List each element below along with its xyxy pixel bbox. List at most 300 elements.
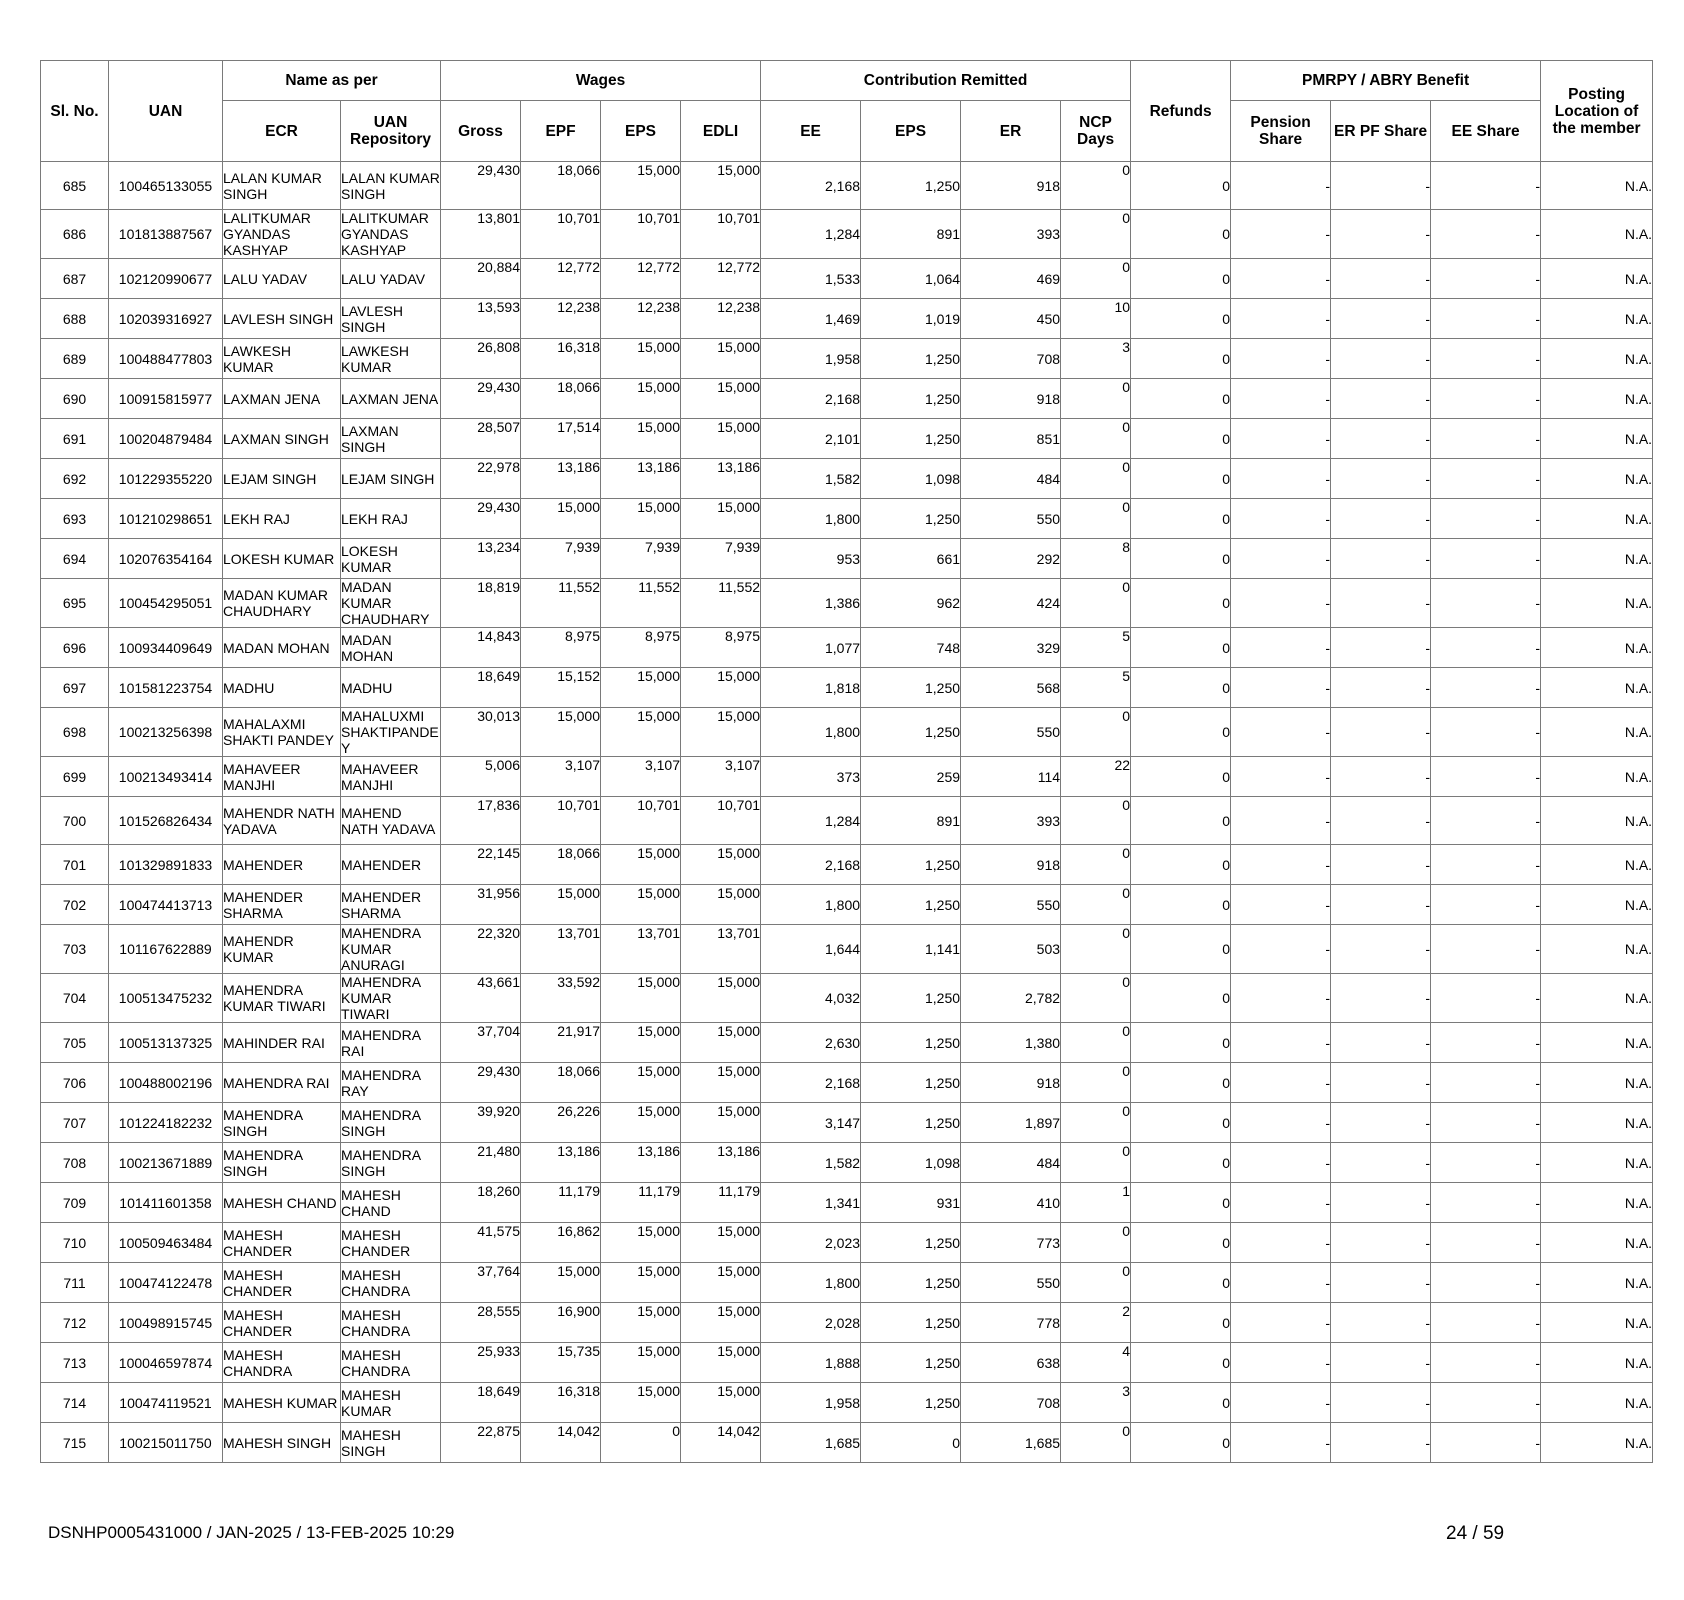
cell-name-uan-repository: LOKESH KUMAR [341,539,441,579]
cell-sl-no: 709 [41,1183,109,1223]
table-row [41,1103,1653,1143]
cell-wages-eps: 15,000 [601,708,681,757]
cell-name-ecr: LALAN KUMAR SINGH [223,162,341,210]
cell-wages-gross: 17,836 [441,797,521,845]
cell-posting-location: N.A. [1541,499,1653,539]
cell-wages-gross: 22,875 [441,1423,521,1463]
cell-contribution-eps: 891 [861,210,961,259]
cell-pension-share: - [1231,1263,1331,1303]
cell-sl-no: 689 [41,339,109,379]
cell-wages-eps: 15,000 [601,668,681,708]
cell-refunds: 0 [1131,1103,1231,1143]
cell-wages-edli: 15,000 [681,1383,761,1423]
cell-name-ecr: LAXMAN JENA [223,379,341,419]
cell-wages-epf: 17,514 [521,419,601,459]
cell-uan: 101526826434 [109,797,223,845]
table-row [41,885,1653,925]
cell-ncp-days: 10 [1061,299,1131,339]
cell-ee-share: - [1431,162,1541,210]
cell-wages-epf: 18,066 [521,1063,601,1103]
cell-wages-gross: 5,006 [441,757,521,797]
cell-refunds: 0 [1131,1063,1231,1103]
cell-uan: 101210298651 [109,499,223,539]
cell-ncp-days: 8 [1061,539,1131,579]
cell-name-uan-repository: MAHENDRA SINGH [341,1103,441,1143]
cell-ee-share: - [1431,628,1541,668]
cell-contribution-er: 851 [961,419,1061,459]
table-header [41,61,1653,162]
cell-sl-no: 711 [41,1263,109,1303]
cell-posting-location: N.A. [1541,162,1653,210]
cell-contribution-ee: 1,818 [761,668,861,708]
cell-refunds: 0 [1131,459,1231,499]
cell-contribution-er: 1,380 [961,1023,1061,1063]
cell-contribution-ee: 3,147 [761,1103,861,1143]
table-row [41,339,1653,379]
table-row [41,974,1653,1023]
cell-uan: 101581223754 [109,668,223,708]
cell-ee-share: - [1431,1303,1541,1343]
cell-name-ecr: MAHENDR NATH YADAVA [223,797,341,845]
cell-wages-eps: 15,000 [601,499,681,539]
cell-contribution-eps: 1,064 [861,259,961,299]
cell-ncp-days: 3 [1061,339,1131,379]
cell-sl-no: 705 [41,1023,109,1063]
cell-posting-location: N.A. [1541,1303,1653,1343]
cell-contribution-ee: 1,582 [761,1143,861,1183]
cell-uan: 100915815977 [109,379,223,419]
cell-uan: 100488477803 [109,339,223,379]
cell-pension-share: - [1231,539,1331,579]
cell-posting-location: N.A. [1541,757,1653,797]
table-row [41,845,1653,885]
cell-ee-share: - [1431,1383,1541,1423]
cell-contribution-eps: 1,250 [861,1223,961,1263]
cell-ee-share: - [1431,1263,1541,1303]
cell-er-pf-share: - [1331,162,1431,210]
cell-pension-share: - [1231,1023,1331,1063]
cell-contribution-ee: 373 [761,757,861,797]
cell-wages-epf: 11,179 [521,1183,601,1223]
cell-contribution-er: 1,897 [961,1103,1061,1143]
cell-contribution-eps: 1,250 [861,1383,961,1423]
cell-wages-eps: 10,701 [601,797,681,845]
cell-contribution-er: 393 [961,797,1061,845]
cell-wages-edli: 15,000 [681,379,761,419]
header-wages: Wages [441,61,761,101]
header-edli: EDLI [681,101,761,162]
cell-contribution-eps: 891 [861,797,961,845]
cell-contribution-eps: 1,250 [861,1303,961,1343]
cell-ee-share: - [1431,1063,1541,1103]
cell-contribution-ee: 1,284 [761,210,861,259]
cell-name-ecr: MAHESH CHANDRA [223,1343,341,1383]
cell-ncp-days: 0 [1061,210,1131,259]
cell-refunds: 0 [1131,885,1231,925]
cell-name-uan-repository: MAHENDER SHARMA [341,885,441,925]
cell-wages-epf: 15,735 [521,1343,601,1383]
cell-name-ecr: MAHESH CHANDER [223,1303,341,1343]
cell-posting-location: N.A. [1541,845,1653,885]
cell-posting-location: N.A. [1541,1143,1653,1183]
cell-contribution-er: 292 [961,539,1061,579]
cell-contribution-er: 484 [961,1143,1061,1183]
cell-contribution-ee: 1,958 [761,1383,861,1423]
cell-ncp-days: 0 [1061,419,1131,459]
cell-wages-eps: 15,000 [601,1223,681,1263]
cell-wages-edli: 10,701 [681,210,761,259]
cell-name-uan-repository: MAHAVEER MANJHI [341,757,441,797]
cell-name-ecr: MAHENDER [223,845,341,885]
cell-wages-edli: 15,000 [681,162,761,210]
cell-contribution-er: 410 [961,1183,1061,1223]
cell-ncp-days: 0 [1061,885,1131,925]
cell-refunds: 0 [1131,579,1231,628]
cell-contribution-er: 550 [961,1263,1061,1303]
cell-contribution-ee: 1,469 [761,299,861,339]
cell-er-pf-share: - [1331,259,1431,299]
cell-wages-eps: 15,000 [601,885,681,925]
cell-name-ecr: MAHESH CHANDER [223,1223,341,1263]
cell-uan: 100474122478 [109,1263,223,1303]
cell-wages-gross: 29,430 [441,162,521,210]
cell-sl-no: 708 [41,1143,109,1183]
cell-wages-eps: 13,186 [601,459,681,499]
header-ee: EE [761,101,861,162]
cell-wages-eps: 15,000 [601,1343,681,1383]
cell-sl-no: 695 [41,579,109,628]
cell-wages-eps: 15,000 [601,1103,681,1143]
cell-ee-share: - [1431,1223,1541,1263]
cell-contribution-ee: 1,888 [761,1343,861,1383]
cell-wages-edli: 12,772 [681,259,761,299]
cell-contribution-ee: 1,284 [761,797,861,845]
cell-refunds: 0 [1131,539,1231,579]
cell-name-uan-repository: MADAN KUMAR CHAUDHARY [341,579,441,628]
cell-sl-no: 693 [41,499,109,539]
footer-report-id: DSNHP0005431000 / JAN-2025 / 13-FEB-2025 10:29 [48,1523,455,1542]
cell-ncp-days: 0 [1061,1063,1131,1103]
cell-wages-edli: 11,552 [681,579,761,628]
header-refunds: Refunds [1131,61,1231,162]
cell-pension-share: - [1231,1303,1331,1343]
cell-wages-eps: 15,000 [601,1383,681,1423]
cell-posting-location: N.A. [1541,1023,1653,1063]
cell-ncp-days: 5 [1061,668,1131,708]
cell-refunds: 0 [1131,1223,1231,1263]
cell-er-pf-share: - [1331,419,1431,459]
cell-contribution-ee: 953 [761,539,861,579]
cell-contribution-er: 568 [961,668,1061,708]
cell-wages-edli: 3,107 [681,757,761,797]
cell-name-ecr: LEJAM SINGH [223,459,341,499]
cell-name-uan-repository: MADHU [341,668,441,708]
cell-wages-epf: 12,238 [521,299,601,339]
cell-uan: 100513475232 [109,974,223,1023]
cell-pension-share: - [1231,1063,1331,1103]
cell-contribution-eps: 1,019 [861,299,961,339]
cell-pension-share: - [1231,259,1331,299]
cell-wages-edli: 15,000 [681,1303,761,1343]
cell-contribution-er: 638 [961,1343,1061,1383]
cell-sl-no: 714 [41,1383,109,1423]
cell-sl-no: 710 [41,1223,109,1263]
cell-wages-epf: 13,186 [521,459,601,499]
cell-pension-share: - [1231,1143,1331,1183]
cell-wages-gross: 43,661 [441,974,521,1023]
cell-name-ecr: MAHENDR KUMAR [223,925,341,974]
header-er-pf-share: ER PF Share [1331,101,1431,162]
cell-contribution-ee: 1,077 [761,628,861,668]
cell-ee-share: - [1431,539,1541,579]
cell-er-pf-share: - [1331,1023,1431,1063]
cell-wages-eps: 15,000 [601,162,681,210]
cell-contribution-eps: 1,250 [861,1103,961,1143]
cell-contribution-er: 918 [961,1063,1061,1103]
cell-ncp-days: 0 [1061,708,1131,757]
cell-wages-eps: 15,000 [601,845,681,885]
cell-name-uan-repository: MAHENDRA KUMAR TIWARI [341,974,441,1023]
cell-er-pf-share: - [1331,379,1431,419]
cell-er-pf-share: - [1331,459,1431,499]
cell-contribution-eps: 1,250 [861,885,961,925]
ecr-member-table [40,60,1653,1463]
cell-wages-gross: 41,575 [441,1223,521,1263]
cell-name-uan-repository: LAXMAN JENA [341,379,441,419]
cell-ncp-days: 0 [1061,579,1131,628]
cell-wages-edli: 15,000 [681,974,761,1023]
cell-contribution-eps: 1,250 [861,339,961,379]
cell-sl-no: 699 [41,757,109,797]
cell-er-pf-share: - [1331,210,1431,259]
cell-uan: 100509463484 [109,1223,223,1263]
cell-contribution-ee: 2,168 [761,379,861,419]
cell-contribution-eps: 962 [861,579,961,628]
cell-wages-gross: 18,260 [441,1183,521,1223]
cell-name-uan-repository: MAHESH SINGH [341,1423,441,1463]
cell-ncp-days: 2 [1061,1303,1131,1343]
cell-wages-epf: 3,107 [521,757,601,797]
cell-name-uan-repository: MAHALUXMI SHAKTIPANDEY [341,708,439,756]
cell-name-ecr: MAHESH CHAND [223,1183,341,1223]
cell-ee-share: - [1431,1423,1541,1463]
cell-ncp-days: 0 [1061,925,1131,974]
cell-contribution-eps: 1,250 [861,162,961,210]
cell-wages-gross: 29,430 [441,499,521,539]
cell-ee-share: - [1431,419,1541,459]
cell-ncp-days: 0 [1061,499,1131,539]
cell-contribution-er: 550 [961,885,1061,925]
cell-name-ecr: MAHENDRA KUMAR TIWARI [223,974,341,1023]
cell-contribution-ee: 1,341 [761,1183,861,1223]
cell-contribution-ee: 2,168 [761,845,861,885]
cell-ncp-days: 3 [1061,1383,1131,1423]
cell-wages-edli: 15,000 [681,845,761,885]
cell-contribution-er: 424 [961,579,1061,628]
cell-name-ecr: MADAN KUMAR CHAUDHARY [223,579,341,628]
cell-pension-share: - [1231,459,1331,499]
cell-wages-edli: 15,000 [681,1343,761,1383]
cell-pension-share: - [1231,162,1331,210]
cell-posting-location: N.A. [1541,259,1653,299]
table-row [41,1383,1653,1423]
cell-sl-no: 686 [41,210,109,259]
cell-er-pf-share: - [1331,1423,1431,1463]
cell-name-ecr: MADAN MOHAN [223,628,341,668]
cell-pension-share: - [1231,499,1331,539]
cell-er-pf-share: - [1331,1383,1431,1423]
cell-ee-share: - [1431,299,1541,339]
cell-contribution-eps: 1,250 [861,668,961,708]
cell-contribution-ee: 2,168 [761,162,861,210]
cell-name-ecr: MAHESH CHANDER [223,1263,341,1303]
cell-name-ecr: MAHENDRA SINGH [223,1103,341,1143]
cell-sl-no: 698 [41,708,109,757]
cell-contribution-er: 918 [961,845,1061,885]
cell-refunds: 0 [1131,668,1231,708]
cell-contribution-eps: 1,141 [861,925,961,974]
cell-sl-no: 694 [41,539,109,579]
cell-refunds: 0 [1131,1023,1231,1063]
cell-wages-edli: 15,000 [681,419,761,459]
header-contribution-remitted: Contribution Remitted [761,61,1131,101]
cell-wages-epf: 10,701 [521,797,601,845]
cell-ncp-days: 5 [1061,628,1131,668]
cell-wages-edli: 13,186 [681,1143,761,1183]
table-row [41,1223,1653,1263]
cell-refunds: 0 [1131,259,1231,299]
cell-er-pf-share: - [1331,668,1431,708]
cell-sl-no: 691 [41,419,109,459]
cell-contribution-er: 918 [961,379,1061,419]
cell-posting-location: N.A. [1541,1263,1653,1303]
cell-posting-location: N.A. [1541,210,1653,259]
cell-uan: 100454295051 [109,579,223,628]
cell-contribution-eps: 931 [861,1183,961,1223]
header-ee-share: EE Share [1431,101,1541,162]
cell-er-pf-share: - [1331,1143,1431,1183]
cell-sl-no: 685 [41,162,109,210]
cell-refunds: 0 [1131,974,1231,1023]
cell-name-uan-repository: LALITKUMAR GYANDAS KASHYAP [341,210,441,259]
cell-ee-share: - [1431,668,1541,708]
cell-ncp-days: 0 [1061,1103,1131,1143]
cell-wages-eps: 15,000 [601,379,681,419]
cell-contribution-eps: 1,250 [861,1063,961,1103]
cell-wages-epf: 16,900 [521,1303,601,1343]
cell-name-uan-repository: MAHESH CHAND [341,1183,441,1223]
cell-contribution-ee: 1,800 [761,499,861,539]
cell-wages-epf: 33,592 [521,974,601,1023]
table-row [41,1143,1653,1183]
cell-ee-share: - [1431,797,1541,845]
cell-name-ecr: MAHENDRA RAI [223,1063,341,1103]
cell-ncp-days: 0 [1061,459,1131,499]
cell-wages-epf: 15,000 [521,885,601,925]
cell-pension-share: - [1231,419,1331,459]
cell-wages-edli: 12,238 [681,299,761,339]
cell-wages-edli: 11,179 [681,1183,761,1223]
cell-wages-epf: 7,939 [521,539,601,579]
cell-wages-edli: 8,975 [681,628,761,668]
cell-contribution-eps: 1,250 [861,845,961,885]
cell-name-uan-repository: LALU YADAV [341,259,441,299]
cell-uan: 102120990677 [109,259,223,299]
cell-wages-gross: 28,555 [441,1303,521,1343]
cell-wages-eps: 15,000 [601,339,681,379]
header-uan-repository: UAN Repository [341,101,441,162]
cell-wages-eps: 15,000 [601,1303,681,1343]
cell-sl-no: 692 [41,459,109,499]
cell-refunds: 0 [1131,1183,1231,1223]
cell-contribution-eps: 661 [861,539,961,579]
cell-contribution-ee: 2,101 [761,419,861,459]
cell-contribution-er: 708 [961,339,1061,379]
header-epf: EPF [521,101,601,162]
cell-name-uan-repository: MAHENDRA RAI [341,1023,441,1063]
cell-sl-no: 701 [41,845,109,885]
cell-wages-edli: 13,701 [681,925,761,974]
header-ncp-days: NCP Days [1061,101,1131,162]
cell-ee-share: - [1431,339,1541,379]
cell-er-pf-share: - [1331,708,1431,757]
table-row [41,1023,1653,1063]
cell-wages-eps: 11,552 [601,579,681,628]
cell-name-uan-repository: MAHENDRA KUMAR ANURAGI [341,925,441,974]
cell-wages-epf: 18,066 [521,379,601,419]
cell-ee-share: - [1431,845,1541,885]
cell-name-ecr: MAHINDER RAI [223,1023,341,1063]
cell-contribution-ee: 2,168 [761,1063,861,1103]
cell-wages-gross: 22,978 [441,459,521,499]
cell-wages-eps: 15,000 [601,1023,681,1063]
cell-contribution-eps: 1,250 [861,379,961,419]
cell-name-uan-repository: MAHESH CHANDRA [341,1343,441,1383]
cell-pension-share: - [1231,1223,1331,1263]
cell-pension-share: - [1231,885,1331,925]
cell-name-ecr: MAHENDRA SINGH [223,1143,341,1183]
cell-contribution-er: 708 [961,1383,1061,1423]
cell-ee-share: - [1431,1103,1541,1143]
cell-pension-share: - [1231,925,1331,974]
table-row [41,499,1653,539]
cell-refunds: 0 [1131,299,1231,339]
cell-wages-edli: 7,939 [681,539,761,579]
cell-contribution-ee: 1,582 [761,459,861,499]
cell-name-ecr: MAHAVEER MANJHI [223,757,341,797]
cell-contribution-eps: 748 [861,628,961,668]
cell-ee-share: - [1431,210,1541,259]
cell-contribution-ee: 2,023 [761,1223,861,1263]
cell-name-uan-repository: LEKH RAJ [341,499,441,539]
header-er: ER [961,101,1061,162]
header-pmrpy-abry-benefit: PMRPY / ABRY Benefit [1231,61,1541,101]
cell-refunds: 0 [1131,1423,1231,1463]
cell-name-ecr: LEKH RAJ [223,499,341,539]
cell-wages-gross: 13,593 [441,299,521,339]
cell-wages-epf: 8,975 [521,628,601,668]
header-posting-location: Posting Location of the member [1541,61,1653,162]
cell-wages-epf: 10,701 [521,210,601,259]
cell-ncp-days: 0 [1061,974,1131,1023]
cell-refunds: 0 [1131,379,1231,419]
cell-wages-epf: 11,552 [521,579,601,628]
cell-refunds: 0 [1131,162,1231,210]
cell-ncp-days: 0 [1061,379,1131,419]
cell-contribution-eps: 1,250 [861,708,961,757]
table-row [41,459,1653,499]
cell-posting-location: N.A. [1541,419,1653,459]
